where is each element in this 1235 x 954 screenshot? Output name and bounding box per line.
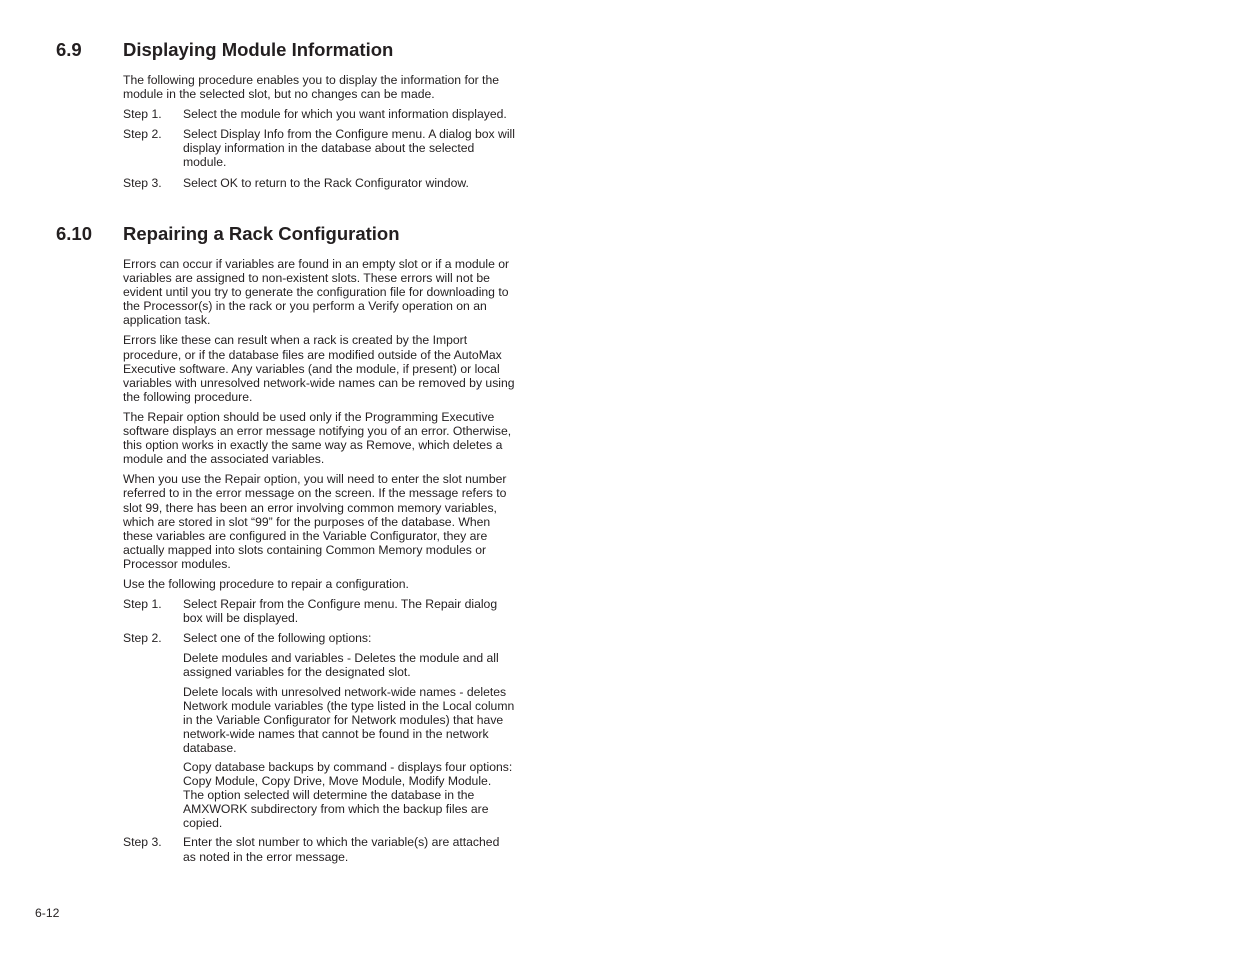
body-paragraph: Errors can occur if variables are found in an empty slot or if a module or variables are assigned to non-existent slots. These errors will not be evident until you try to generate the configuration file for downloading to the Processor(s) in the rack or you perform a Verify operation on an application task.: [123, 257, 510, 328]
section-number: 6.9: [56, 39, 82, 60]
step-label: Step 1.: [123, 107, 162, 122]
procedure-step: [123, 631, 515, 645]
repair-option: Delete locals with unresolved network-wide names - deletes Network module variables (the type listed in the Local column in the Variable Configurator for Network modules) that have network-wide names that cannot be found in the network database.: [183, 684, 515, 755]
section-number: 6.10: [56, 223, 93, 244]
step-text: Select Repair from the Configure menu. The Repair dialog box will be displayed.: [183, 597, 498, 626]
repair-option: Delete modules and variables - Deletes the module and all assigned variables for the designated slot.: [183, 651, 499, 680]
body-paragraph: Use the following procedure to repair a configuration.: [123, 576, 409, 591]
section-6-10-body: [123, 257, 515, 870]
repair-option: Copy database backups by command - displays four options: Copy Module, Copy Drive, Move Module, Modify Module. The option selected will determine the database in the AMXWORK subdirectory from which the backup files are copied.: [183, 760, 513, 831]
body-paragraph: The Repair option should be used only if the Programming Executive software displays an error message notifying you of an error. Otherwise, this option works in exactly the same way as Remove, which deletes a module and the associated variables.: [123, 409, 512, 467]
procedure-step: [123, 597, 515, 625]
step-label: Step 1.: [123, 597, 162, 612]
step-text: Select the module for which you want information displayed.: [183, 107, 507, 122]
procedure-step: [123, 835, 515, 863]
step-label: Step 2.: [123, 127, 162, 142]
step-label: Step 3.: [123, 175, 162, 190]
section-title: Displaying Module Information: [123, 39, 394, 60]
step-text: Select Display Info from the Configure menu. A dialog box will display information in the database about the selected module.: [183, 127, 515, 170]
procedure-step: [123, 107, 515, 121]
body-paragraph: When you use the Repair option, you will need to enter the slot number referred to in the error message on the screen. If the message refers to slot 99, there has been an error involving common memory variables, which are stored in slot “99” for the purposes of the database. When these variables are configured in the Variable Configurator, they are actually mapped into slots containing Common Memory modules or Processor modules.: [123, 472, 507, 571]
step-label: Step 3.: [123, 835, 162, 850]
step-text: Enter the slot number to which the variable(s) are attached as noted in the error message.: [183, 835, 500, 864]
page-number: 6-12: [35, 906, 60, 920]
step-text: Select one of the following options:: [183, 631, 372, 646]
section-6-9-body: [123, 73, 515, 196]
step-label: Step 2.: [123, 631, 162, 646]
intro-paragraph: The following procedure enables you to display the information for the module in the selected slot, but no changes can be made.: [123, 73, 500, 102]
procedure-step: [123, 176, 515, 190]
procedure-step: [123, 127, 515, 169]
section-6-9-heading: [56, 39, 393, 61]
body-paragraph: Errors like these can result when a rack is created by the Import procedure, or if the database files are modified outside of the AutoMax Executive software. Any variables (and the module, if present) or local variables with unresolved network-wide names can be removed by using the following procedure.: [123, 333, 515, 404]
step-text: Select OK to return to the Rack Configurator window.: [183, 175, 469, 190]
section-title: Repairing a Rack Configuration: [123, 223, 400, 244]
section-6-10-heading: [56, 223, 400, 245]
